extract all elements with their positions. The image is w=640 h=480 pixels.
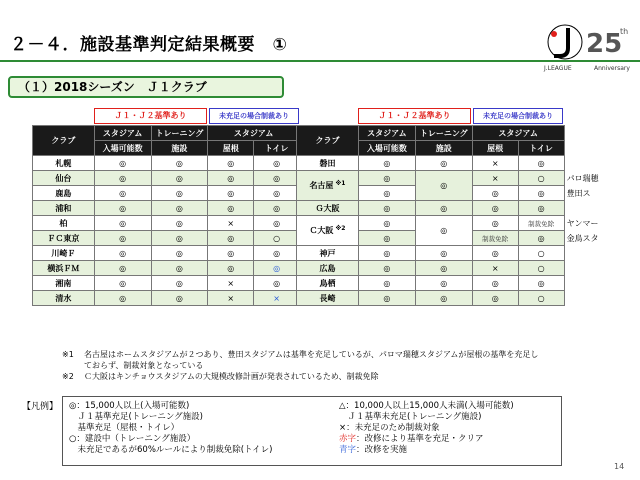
header-stadium: スタジアム bbox=[208, 126, 300, 141]
capacity-cell: ◎ bbox=[94, 186, 151, 201]
toilet-cell: ◎ bbox=[254, 171, 300, 186]
toilet-cell: ○ bbox=[518, 291, 564, 306]
toilet-cell: ◎ bbox=[518, 231, 564, 246]
legend-item: △：10,000人以上15,000人未満(入場可能数) bbox=[339, 401, 514, 411]
capacity-cell: ◎ bbox=[94, 231, 151, 246]
roof-cell: ◎ bbox=[472, 201, 518, 216]
table-row bbox=[297, 201, 637, 216]
roof-cell: ◎ bbox=[472, 246, 518, 261]
club-name: 仙台 bbox=[33, 171, 95, 186]
title-divider bbox=[0, 60, 640, 62]
jleague-25th-logo bbox=[540, 20, 635, 75]
header-stadium: スタジアム bbox=[94, 126, 151, 141]
capacity-cell: ◎ bbox=[94, 291, 151, 306]
club-name: 清水 bbox=[33, 291, 95, 306]
table-row bbox=[297, 291, 637, 306]
table-row bbox=[33, 156, 300, 171]
category-header-unmet: 未充足の場合制裁あり bbox=[209, 108, 299, 124]
legend-box bbox=[62, 396, 562, 466]
toilet-cell: ◎ bbox=[254, 156, 300, 171]
table-row bbox=[33, 231, 300, 246]
capacity-cell: ◎ bbox=[94, 246, 151, 261]
table-row bbox=[297, 276, 637, 291]
header-training: トレーニング bbox=[151, 126, 208, 141]
roof-cell: ◎ bbox=[208, 156, 254, 171]
club-name-cell bbox=[297, 216, 359, 246]
club-name: 鹿島 bbox=[33, 186, 95, 201]
toilet-cell: 制裁免除 bbox=[518, 216, 564, 231]
header-stadium: スタジアム bbox=[358, 126, 415, 141]
capacity-cell: ◎ bbox=[94, 261, 151, 276]
table-row bbox=[297, 246, 637, 261]
roof-cell: × bbox=[208, 276, 254, 291]
capacity-cell: ◎ bbox=[94, 156, 151, 171]
table-row bbox=[297, 171, 637, 186]
stadium-name: 豊田ス bbox=[564, 186, 636, 201]
toilet-cell: ○ bbox=[518, 261, 564, 276]
toilet-cell: ◎ bbox=[518, 276, 564, 291]
club-name: 浦和 bbox=[33, 201, 95, 216]
footnote-text: Ｃ大阪はキンチョウスタジアムの大規模改修計画が発表されているため、制裁免除 bbox=[84, 372, 379, 381]
club-name: 鳥栖 bbox=[297, 276, 359, 291]
roof-cell: × bbox=[472, 171, 518, 186]
roof-cell: ◎ bbox=[208, 261, 254, 276]
roof-cell: ◎ bbox=[472, 276, 518, 291]
header-capacity: 入場可能数 bbox=[358, 141, 415, 156]
note-mark: ※2 bbox=[335, 225, 346, 232]
capacity-cell: ◎ bbox=[94, 201, 151, 216]
page-number: 14 bbox=[614, 462, 625, 471]
club-name: 湘南 bbox=[33, 276, 95, 291]
footnote-text: ておらず、制裁対象となっている bbox=[84, 361, 204, 370]
training-cell: ◎ bbox=[415, 276, 472, 291]
page-title: ２－４．施設基準判定結果概要 ① bbox=[10, 35, 288, 55]
table-row bbox=[33, 201, 300, 216]
legend-item: Ｊ１基準充足(トレーニング施設) bbox=[69, 412, 203, 422]
roof-cell: ◎ bbox=[208, 231, 254, 246]
training-cell: ◎ bbox=[415, 291, 472, 306]
logo-right-text: Anniversary bbox=[594, 65, 630, 72]
note-mark: ※1 bbox=[335, 180, 346, 187]
logo-superscript: th bbox=[620, 27, 629, 36]
toilet-cell: ◎ bbox=[254, 246, 300, 261]
legend-item: 未充足であるが60%ルールにより制裁免除(トイレ) bbox=[69, 445, 273, 455]
right-club-table bbox=[296, 125, 636, 306]
roof-cell: × bbox=[208, 291, 254, 306]
legend-label: 【凡例】 bbox=[22, 402, 59, 412]
club-name: 広島 bbox=[297, 261, 359, 276]
club-name: 柏 bbox=[33, 216, 95, 231]
legend-blue-label: 青字 bbox=[339, 445, 357, 455]
roof-cell: 制裁免除 bbox=[472, 231, 518, 246]
club-name-cell bbox=[297, 171, 359, 201]
training-cell: ◎ bbox=[151, 201, 208, 216]
roof-cell: ◎ bbox=[208, 246, 254, 261]
section-subtitle: （１）2018シーズン Ｊ１クラブ bbox=[8, 76, 284, 98]
toilet-cell: ◎ bbox=[254, 261, 300, 276]
header-roof: 屋根 bbox=[472, 141, 518, 156]
toilet-cell: ◎ bbox=[518, 201, 564, 216]
capacity-cell: ◎ bbox=[358, 246, 415, 261]
club-name: Ｃ大阪 bbox=[309, 226, 334, 235]
club-name: 横浜ＦＭ bbox=[33, 261, 95, 276]
footnote-mark: ※1 bbox=[62, 350, 74, 359]
table-row bbox=[33, 261, 300, 276]
legend-red-label: 赤字 bbox=[339, 434, 357, 444]
table-row bbox=[33, 276, 300, 291]
capacity-cell: ◎ bbox=[94, 171, 151, 186]
training-cell: ◎ bbox=[151, 171, 208, 186]
header-stadium: スタジアム bbox=[472, 126, 564, 141]
club-name: ＦＣ東京 bbox=[33, 231, 95, 246]
roof-cell: ◎ bbox=[208, 186, 254, 201]
header-training-facility: 施設 bbox=[151, 141, 208, 156]
table-row bbox=[297, 156, 637, 171]
capacity-cell: ◎ bbox=[358, 156, 415, 171]
training-cell: ◎ bbox=[415, 246, 472, 261]
logo-number: 25 bbox=[586, 29, 623, 59]
training-cell: ◎ bbox=[415, 201, 472, 216]
legend-item: ×：未充足のため制裁対象 bbox=[339, 423, 440, 433]
training-cell: ◎ bbox=[151, 261, 208, 276]
club-name: 磐田 bbox=[297, 156, 359, 171]
header-capacity: 入場可能数 bbox=[94, 141, 151, 156]
roof-cell: × bbox=[472, 156, 518, 171]
roof-cell: ◎ bbox=[208, 171, 254, 186]
logo-left-text: J.LEAGUE bbox=[544, 65, 572, 72]
training-cell: ◎ bbox=[415, 261, 472, 276]
stadium-name: パロ瑞穂 bbox=[564, 171, 636, 186]
table-row bbox=[297, 261, 637, 276]
stadium-name: ヤンマー bbox=[564, 216, 636, 231]
roof-cell: ◎ bbox=[472, 216, 518, 231]
toilet-cell: ◎ bbox=[254, 186, 300, 201]
training-cell: ◎ bbox=[151, 156, 208, 171]
footnotes bbox=[62, 349, 602, 382]
toilet-cell: ◎ bbox=[518, 156, 564, 171]
legend-item: Ｊ１基準未充足(トレーニング施設) bbox=[339, 412, 482, 422]
capacity-cell: ◎ bbox=[94, 216, 151, 231]
training-cell: ◎ bbox=[151, 276, 208, 291]
table-row bbox=[33, 291, 300, 306]
training-cell: ◎ bbox=[151, 246, 208, 261]
capacity-cell: ◎ bbox=[358, 276, 415, 291]
header-roof: 屋根 bbox=[208, 141, 254, 156]
club-name: 川崎Ｆ bbox=[33, 246, 95, 261]
capacity-cell: ◎ bbox=[358, 201, 415, 216]
stadium-name: 金鳥スタ bbox=[564, 231, 636, 246]
toilet-cell: × bbox=[254, 291, 300, 306]
club-name: Ｇ大阪 bbox=[297, 201, 359, 216]
capacity-cell: ◎ bbox=[358, 186, 415, 201]
left-club-table bbox=[32, 125, 300, 306]
training-cell: ◎ bbox=[151, 186, 208, 201]
legend-item: 基準充足（屋根・トイレ） bbox=[69, 423, 180, 433]
toilet-cell: ◎ bbox=[518, 186, 564, 201]
legend-item: ◎：15,000人以上(入場可能数) bbox=[69, 401, 190, 411]
training-cell: ◎ bbox=[151, 231, 208, 246]
roof-cell: ◎ bbox=[472, 291, 518, 306]
table-row bbox=[33, 171, 300, 186]
club-name: 名古屋 bbox=[309, 181, 334, 190]
toilet-cell: ◎ bbox=[254, 201, 300, 216]
category-header-j1j2: Ｊ１・Ｊ２基準あり bbox=[358, 108, 471, 124]
legend-item: ○：建設中（トレーニング施設） bbox=[69, 434, 196, 444]
capacity-cell: ◎ bbox=[358, 261, 415, 276]
footnote-mark: ※2 bbox=[62, 372, 74, 381]
roof-cell: × bbox=[472, 261, 518, 276]
capacity-cell: ◎ bbox=[94, 276, 151, 291]
training-cell: ◎ bbox=[415, 216, 472, 246]
training-cell: ◎ bbox=[415, 156, 472, 171]
toilet-cell: ○ bbox=[518, 246, 564, 261]
table-row bbox=[297, 216, 637, 231]
table-row bbox=[33, 246, 300, 261]
category-header-j1j2: Ｊ１・Ｊ２基準あり bbox=[94, 108, 207, 124]
capacity-cell: ◎ bbox=[358, 231, 415, 246]
capacity-cell: ◎ bbox=[358, 171, 415, 186]
table-row bbox=[33, 216, 300, 231]
training-cell: ◎ bbox=[151, 216, 208, 231]
header-toilet: トイレ bbox=[518, 141, 564, 156]
toilet-cell: ◎ bbox=[254, 216, 300, 231]
capacity-cell: ◎ bbox=[358, 291, 415, 306]
table-row bbox=[33, 186, 300, 201]
club-name: 長崎 bbox=[297, 291, 359, 306]
roof-cell: ◎ bbox=[208, 201, 254, 216]
training-cell: ◎ bbox=[415, 171, 472, 201]
roof-cell: ◎ bbox=[472, 186, 518, 201]
training-cell: ◎ bbox=[151, 291, 208, 306]
toilet-cell: ○ bbox=[518, 171, 564, 186]
category-header-unmet: 未充足の場合制裁あり bbox=[473, 108, 563, 124]
legend-blue-text: ：改修を実施 bbox=[356, 445, 408, 455]
toilet-cell: ◎ bbox=[254, 276, 300, 291]
footnote-text: 名古屋はホームスタジアムが２つあり、豊田スタジアムは基準を充足しているが、パロマ瑞穂スタジアムが屋根の基準を充足し bbox=[84, 350, 539, 359]
club-name: 札幌 bbox=[33, 156, 95, 171]
toilet-cell: ○ bbox=[254, 231, 300, 246]
header-club: クラブ bbox=[33, 126, 95, 156]
header-toilet: トイレ bbox=[254, 141, 300, 156]
legend-red-text: ：改修により基準を充足・クリア bbox=[356, 434, 484, 444]
header-club: クラブ bbox=[297, 126, 359, 156]
club-name: 神戸 bbox=[297, 246, 359, 261]
header-training-facility: 施設 bbox=[415, 141, 472, 156]
roof-cell: × bbox=[208, 216, 254, 231]
header-training: トレーニング bbox=[415, 126, 472, 141]
capacity-cell: ◎ bbox=[358, 216, 415, 231]
